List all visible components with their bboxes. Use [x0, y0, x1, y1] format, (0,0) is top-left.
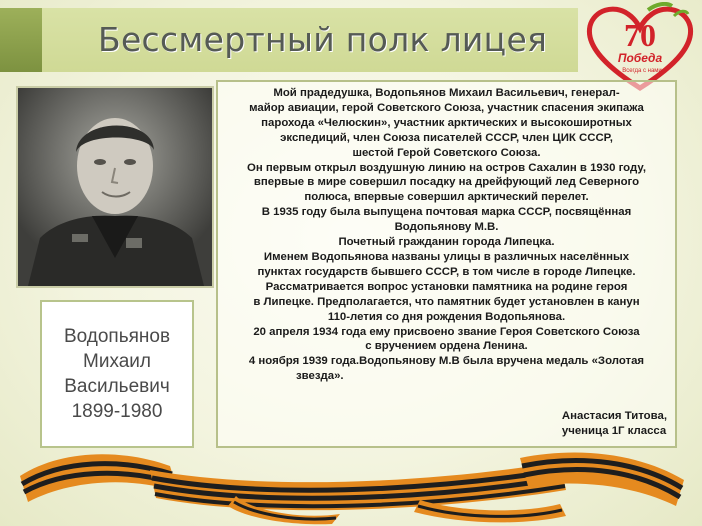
bio-line: в Липецке. Предполагается, что памятник будет установлен в канун — [253, 295, 640, 308]
bio-line: звезда». — [296, 370, 344, 383]
name-card — [40, 300, 194, 448]
bio-line: Водопьянову М.В. — [394, 221, 499, 234]
signature-class: ученица 1Г класса — [561, 425, 667, 437]
bio-line: впервые в мире совершил посадку на дрейфующий лед Северного — [253, 176, 640, 189]
bio-line: Мой прадедушка, Водопьянов Михаил Васильевич, генерал- — [273, 87, 620, 99]
st-george-ribbon — [0, 440, 702, 526]
ribbon-center-band — [150, 462, 566, 510]
signature — [562, 409, 667, 439]
name-surname: Водопьянов — [63, 326, 171, 347]
bio-line: 4 ноября 1939 года.Водопьянову М.В была вручена медаль «Золотая — [248, 355, 645, 368]
bio-line: Рассматривается вопрос установки памятника на родине героя — [265, 280, 628, 293]
bio-line: В 1935 году была выпущена почтовая марка СССР, посвящённая — [261, 206, 632, 219]
name-patronymic: Васильевич — [64, 376, 170, 397]
bio-line: 20 апреля 1934 года ему присвоено звание Героя Советского Союза — [253, 325, 640, 338]
ribbon-right-loop — [520, 453, 684, 506]
header-accent — [0, 8, 42, 72]
portrait-illustration — [18, 88, 212, 286]
page-title: Бессмертный полк лицея — [98, 20, 548, 59]
bio-line: Именем Водопьянова названы улицы в различных населённых — [263, 250, 630, 263]
bio-line: Он первым открыл воздушную линию на остров Сахалин в 1930 году, — [247, 161, 646, 174]
bio-line: парохода «Челюскин», участник арктических и высокоширотных — [261, 116, 632, 129]
bio-line: Почетный гражданин города Липецка. — [338, 236, 555, 249]
signature-name: Анастасия Титова, — [561, 410, 667, 422]
bio-line: экспедиций, член Союза писателей СССР, член ЦИК СССР, — [280, 131, 613, 144]
biography-panel — [216, 80, 677, 448]
bio-line: майор авиации, герой Советского Союза, участник спасения экипажа — [249, 101, 644, 114]
logo-word: Победа — [617, 51, 663, 65]
name-first: Михаил — [83, 351, 151, 372]
victory-70-logo — [582, 2, 698, 92]
bio-line: полюса, впервые совершил арктический перелет. — [304, 191, 589, 204]
bio-line: с вручением ордена Ленина. — [365, 340, 528, 353]
logo-number: 70 — [624, 17, 656, 53]
life-years: 1899-1980 — [71, 401, 163, 422]
bio-line: 110-летия со дня рождения Водопьянова. — [327, 310, 566, 323]
portrait-photo — [16, 86, 214, 288]
bio-line: пунктах государств бывшего СССР, в том числе в городе Липецке. — [257, 265, 636, 278]
bio-line: шестой Герой Советского Союза. — [352, 146, 541, 159]
logo-caption: Всегда с нами — [622, 68, 662, 74]
